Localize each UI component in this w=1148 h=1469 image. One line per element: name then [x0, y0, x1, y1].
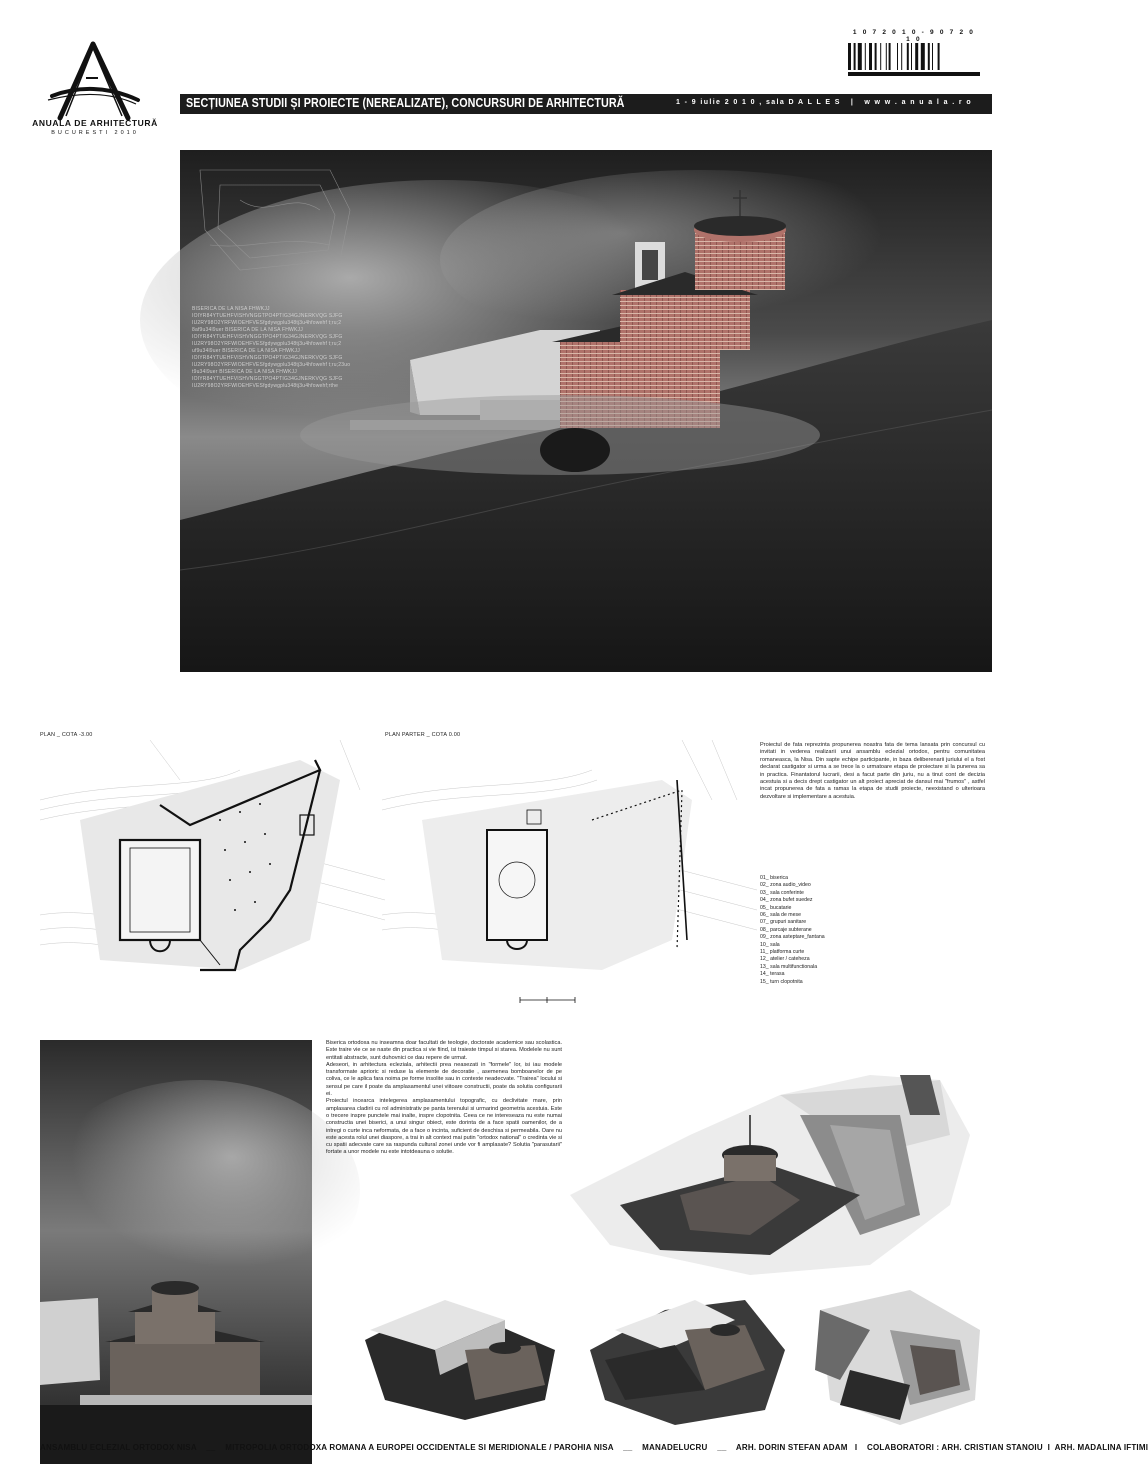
section-title: SECȚIUNEA STUDII ȘI PROIECTE (NEREALIZATE), CONCURSURI DE ARHITECTURĂ [186, 96, 625, 110]
aerial-view-1 [355, 1290, 565, 1425]
concept-paragraph: Biserica ortodoxa nu inseamna doar facultati de teologie, doctorate academice sau scolastica. Este traire vie ce se naste din practica si vie fiind, isi traieste timpul si starea. Modelele nu sunt entitati abstracte, sunt duhovnici ce dau repere de urmat. [326, 1040, 562, 1061]
floor-plan-minus-3 [40, 740, 385, 990]
architect-name: ARH. DORIN STEFAN ADAM [735, 1443, 848, 1452]
barcode-dates: 1 0 7 2 0 1 0 - 9 0 7 2 0 1 0 [848, 29, 980, 43]
event-website: w w w . a n u a l a . r o [864, 99, 973, 106]
legend-item: 01_ biserica [760, 875, 788, 881]
legend-item: 02_ zona audio_video [760, 882, 811, 889]
plan-right-label: PLAN PARTER _ COTA 0.00 [385, 732, 461, 738]
legend-item: 07_ grupuri sanitare [760, 919, 807, 926]
client-name: MITROPOLIA ORTODOXA ROMANA A EUROPEI OCCIDENTALE SI MERIDIONALE / PAROHIA NISA [225, 1443, 614, 1452]
legend-item: 11_ platforma curte [760, 949, 805, 956]
footer-separator: __ [623, 1443, 633, 1452]
footer-separator: I [854, 1443, 858, 1452]
legend-item: 12_ atelier / cateheza [760, 956, 810, 963]
event-dates: 1 - 9 iulie 2 0 1 0 , sala D A L L E S [676, 99, 841, 106]
church-exterior-render [40, 1040, 312, 1464]
legend-item: 15_ turn clopotnita [760, 978, 803, 985]
aerial-view-3 [810, 1290, 990, 1425]
project-name: ANSAMBLU ECLEZIAL ORTODOX NISA [40, 1443, 197, 1452]
aerial-view-2 [585, 1290, 785, 1425]
concept-paragraph: Adeseori, in arhitectura ecleziala, arhitectii prea neasezati in "formele" lor, isi iau modele transformate aprioric si reduse la elemente de decoratie , asemenea bomboanelor de pe coliva, ce le aplica fara noima pe forme insolite sau in contexte neadecvate. "Trairea" locului si sensul pe care il poate da amplasamentul unei viitoare constructii, poate da solutia configurarii ei. [326, 1061, 562, 1098]
concept-text [326, 1040, 562, 1157]
legend-item: 14_ terasa [760, 971, 785, 978]
footer-separator: __ [717, 1443, 727, 1452]
legend-item: 04_ zona bufet suedez [760, 897, 813, 904]
plan-left-label: PLAN _ COTA -3.00 [40, 732, 93, 738]
footer-separator: I [1047, 1443, 1051, 1452]
collaborator-name: ARH. CRISTIAN STANOIU [941, 1443, 1043, 1452]
logo-subcaption: BUCURESTI 2010 [51, 130, 139, 136]
collaborator-name: ARH. MADALINA IFTIMI [1054, 1443, 1148, 1452]
floor-plan-ground [382, 740, 757, 990]
hero-render [180, 150, 992, 672]
legend-item: 13_ sala multifunctionala [760, 963, 818, 970]
plan-legend [760, 875, 825, 986]
legend-item: 09_ zona asteptare_fantana [760, 934, 825, 941]
credits-footer [40, 1443, 1148, 1452]
hero-overlay-text: BISERICA DE LA NISA FHWKJJ IOIYR84YTUEHFVISHVNGGTPO4PTIG34GJNERKVQG SJFG IU2RY98O2YRFWIOEHFVESfgdywgplu348tj3u4hfowehf t;ru;2 8af9u34l9uer BISERICA DE LA NISA FHWKJJ IOIYR84YTUEHFVISHVNGGTPO4PTIG34GJNERKVQG SJFG IU2RY98O2YRFWIOEHFVESfgdywgplu348tj3u4hfowehf t;ru;2 uf9u34l9uer BISERICA DE LA NISA FHWKJJ IOIYR84YTUEHFVISHVNGGTPO4PTIG34GJNERKVQG SJFG IU2RY98O2YRFWIOEHFVESfgdywgplu348tj3u4hfowehf t;ru;23uo t9u34l9uer BISERICA DE LA NISA FHWKJJ IOIYR84YTUEHFVISHVNGGTPO4PTIG34GJNERKVQG SJFG IU2RY98O2YRFWIOEHFVESfgdywgplu348tj3u4hfowehf;rthe [192, 306, 351, 389]
project-description: Proiectul de fata reprezinta propunerea noastra fata de tema lansata prin concursul cu invitati in vederea realizarii unui ansamblu eclezial ortodox, pentru comunitatea romaneasca, la Nisa. Din sapte echipe participante, in baza deliberenarii juriului el a fost declarat castigator si urma a se trece la o urmatoare etapa de proiectare si la punerea sa in practica. Finantatorul lucrarii, desi a facut parte din juriu, nu a tinut cont de decizia acestuia si a decis drept castigator un alt proiect apreciat de dansul mai "frumos" , astfel incat propunerea de fata a ramas la etapa de studii proiecte, neexistand o ulterioara dezvoltare si implementare a acestuia. [760, 742, 985, 800]
aerial-view-main [570, 1075, 985, 1275]
header-divider: | [844, 99, 861, 106]
event-info [676, 99, 972, 106]
legend-item: 05_ bucatarie [760, 904, 792, 911]
legend-item: 10_ sala [760, 941, 780, 948]
legend-item: 03_ sala conferinte [760, 889, 804, 896]
footer-separator: __ [206, 1443, 216, 1452]
logo-caption: ANUALA DE ARHITECTURĂ [32, 118, 158, 128]
legend-item: 06_ sala de mese [760, 912, 801, 919]
collaborators-label: COLABORATORI : [867, 1443, 940, 1452]
legend-item: 08_ parcaje subterane [760, 926, 812, 933]
location-name: MANADELUCRU [642, 1443, 708, 1452]
concept-paragraph: Proiectul incearca intelegerea amplasamentului topografic, cu declivitate mare, prin amplasarea cladirii cu rol administrativ pe panta terenului si urmarind geometria acestuia. Este o trecere inspre punctele mai inalte, inspre clopotnita. Ceea ce ne intereseaza nu este numai constructia unei biserici, a unui singur obiect, este dorinta de a face spatii oamenilor, de a intregi o curte inca neformata, de a face o incinta, suficient de deschisa si permeabila. Oare nu este acesta rolul unei diaspore, a trai in alt context mai putin "ortodox national" o credinta vie si cu spatii adecvate care sa raspunda cultural zonei unde vor fi amplasate? Solutia "parasutarii" fortate a unor modele nu este intotdeauna o solutie. [326, 1098, 562, 1156]
plan-scale-bar [520, 990, 575, 996]
